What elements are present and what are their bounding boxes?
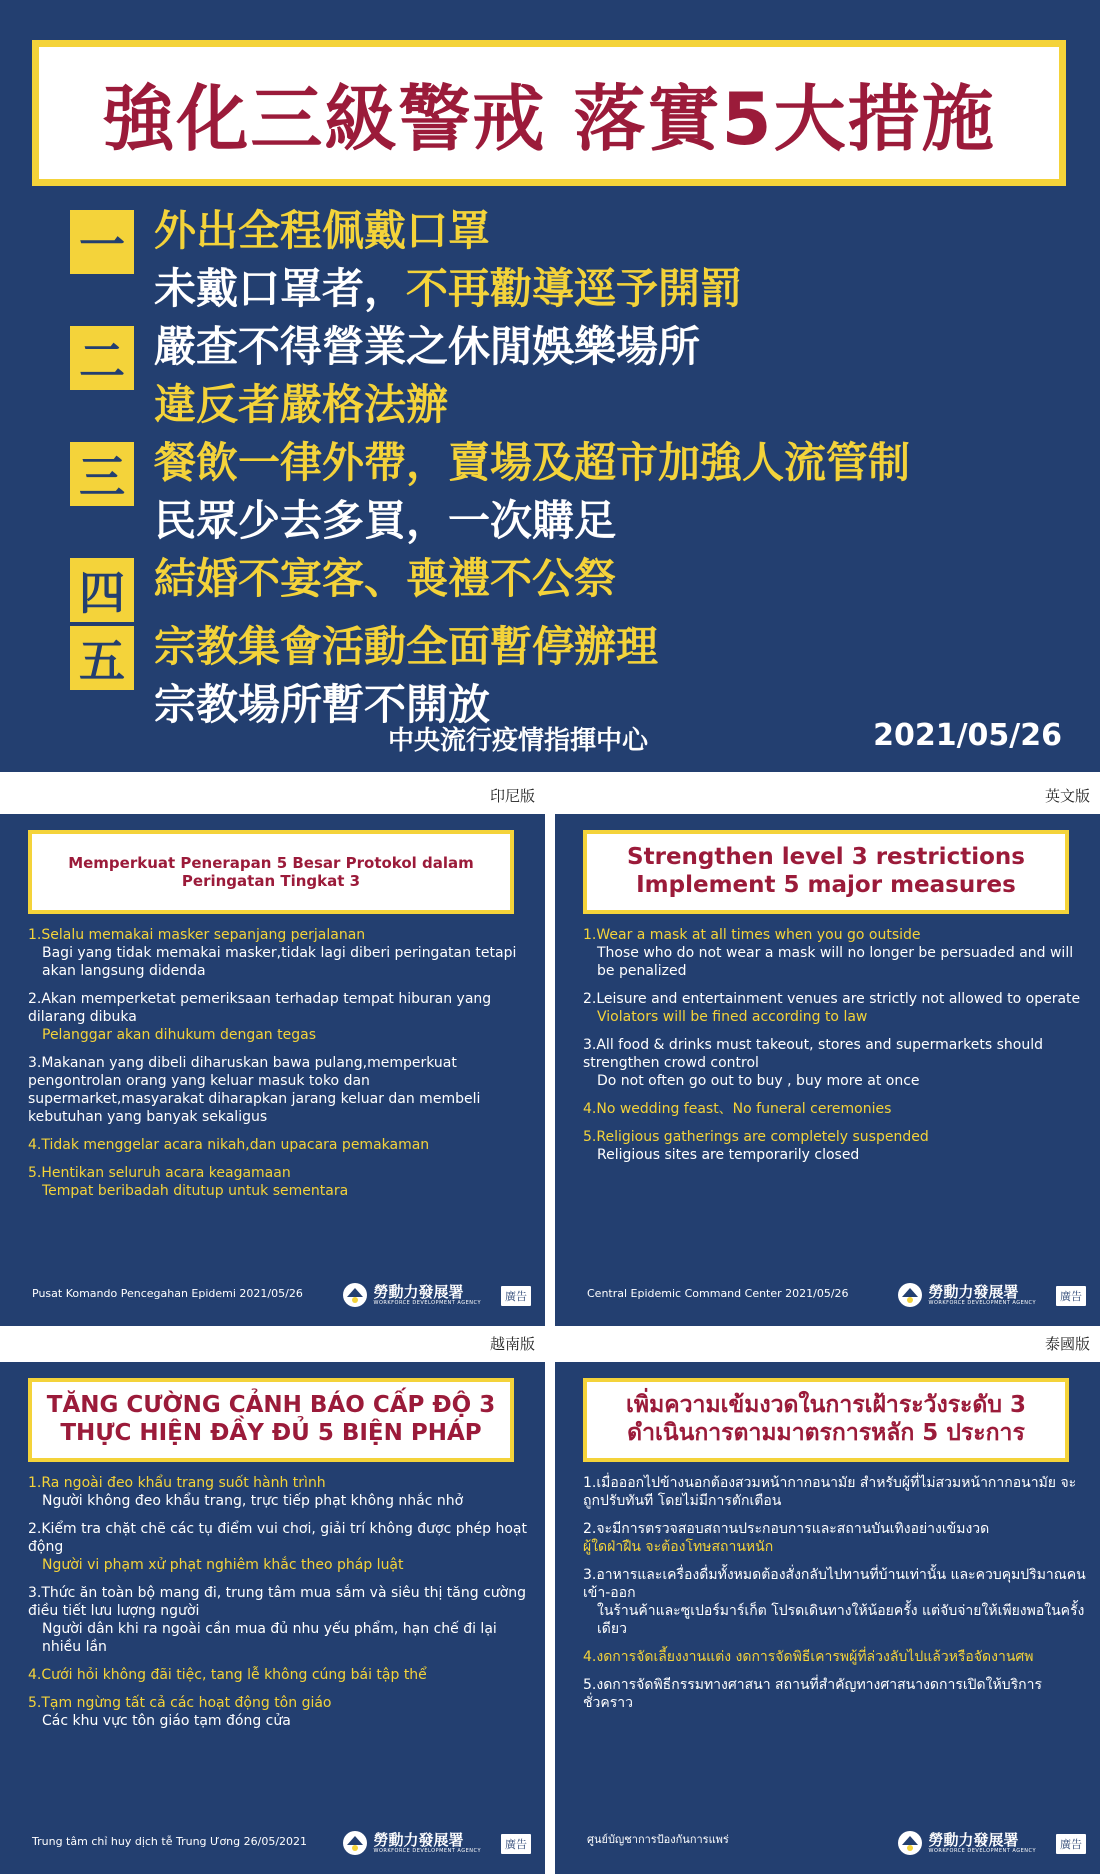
- agency-subtitle: WORKFORCE DEVELOPMENT AGENCY: [373, 1299, 481, 1306]
- measure-text: 宗教場所暫不開放: [154, 680, 491, 729]
- agency-name: 勞動力發展署: [928, 1830, 1019, 1849]
- panel-measure-line: Pelanggar akan dihukum dengan tegas: [42, 1027, 316, 1043]
- measure-4: [70, 550, 616, 622]
- ad-badge: 廣告: [501, 1286, 531, 1306]
- measure-5: [70, 618, 658, 734]
- measure-number: 二: [70, 326, 134, 390]
- panel-measure-item: [583, 1566, 1088, 1638]
- panel-measure-item: [583, 1128, 1088, 1164]
- panel-measure-line: 5.Tạm ngừng tất cả các hoạt động tôn giáo: [28, 1695, 332, 1711]
- agency-logo: [897, 1830, 1036, 1856]
- panel-measure-line: Violators will be fined according to law: [597, 1009, 868, 1025]
- measure-text: 宗教集會活動全面暫停辦理: [154, 622, 659, 671]
- panel-measure-line: 3.Makanan yang dibeli diharuskan bawa pulang,memperkuat pengontrolan orang yang keluar masuk toko dan supermarket,masyarakat diharapkan jarang keluar dan membeli kebutuhan yang banyak sekaligus: [28, 1055, 481, 1125]
- panel-measure-item: [28, 1054, 533, 1126]
- panel-measure-line: 4.No wedding feast、No funeral ceremonies: [583, 1101, 892, 1117]
- panel-measure-line: Người dân khi ra ngoài cần mua đủ nhu yếu phẩm, hạn chế đi lại nhiều lần: [42, 1621, 497, 1655]
- panel-measure-line: Do not often go out to buy , buy more at once: [597, 1073, 920, 1089]
- measure-number: 一: [70, 210, 134, 274]
- panel-title-box: [28, 830, 514, 914]
- panel-title: Memperkuat Penerapan 5 Besar Protokol dalam Peringatan Tingkat 3: [68, 854, 474, 890]
- panel-measure-line: 2.Akan memperketat pemeriksaan terhadap tempat hiburan yang dilarang dibuka: [28, 991, 492, 1025]
- panel-title-box: [583, 1378, 1069, 1462]
- panel-measure-line: Người không đeo khẩu trang, trực tiếp phạt không nhắc nhở: [42, 1493, 464, 1509]
- measure-text: 未戴口罩者，: [154, 264, 407, 313]
- agency-logo-icon: [897, 1282, 923, 1308]
- panel-vietnamese: [0, 1326, 545, 1874]
- panel-footer: Central Epidemic Command Center 2021/05/26: [587, 1287, 849, 1300]
- panel-measure-item: [583, 1474, 1088, 1510]
- agency-logo-icon: [342, 1830, 368, 1856]
- panel-measure-line: Tempat beribadah ditutup untuk sementara: [42, 1183, 349, 1199]
- panel-measure-item: [583, 990, 1088, 1026]
- panel-measures: [28, 1474, 533, 1740]
- ad-badge: 廣告: [501, 1834, 531, 1854]
- agency-logo: [342, 1282, 481, 1308]
- main-title-box: [32, 40, 1066, 186]
- measure-text: 違反者嚴格法辦: [154, 380, 449, 429]
- panel-english: [555, 778, 1100, 1326]
- panel-measures: [28, 926, 533, 1210]
- language-label: 英文版: [555, 778, 1100, 814]
- panel-measure-line: 2.จะมีการตรวจสอบสถานประกอบการและสถานบันเทิงอย่างเข้มงวด: [583, 1521, 990, 1537]
- panel-measure-line: 3.All food & drinks must takeout, stores and supermarkets should strengthen crowd control: [583, 1037, 1043, 1071]
- measure-number: 四: [70, 558, 134, 622]
- language-label: 泰國版: [555, 1326, 1100, 1362]
- measure-text: 結婚不宴客、喪禮不公祭: [154, 554, 617, 603]
- panel-title: TĂNG CƯỜNG CẢNH BÁO CẤP ĐỘ 3 THỰC HIỆN ĐẦY ĐỦ 5 BIỆN PHÁP: [46, 1392, 496, 1446]
- agency-name: 勞動力發展署: [373, 1830, 464, 1849]
- main-footer: 中央流行疫情指揮中心: [388, 726, 649, 756]
- panel-measure-item: [28, 1474, 533, 1510]
- measure-text: 餐飲一律外帶，賣場及超市: [154, 438, 659, 487]
- panel-measure-line: 5.Hentikan seluruh acara keagamaan: [28, 1165, 291, 1181]
- agency-logo-text: [374, 1284, 481, 1307]
- measure-1: [70, 202, 742, 318]
- panel-indonesian: [0, 778, 545, 1326]
- measure-line: [154, 318, 700, 376]
- main-title: 強化三級警戒 落實5大措施: [102, 77, 996, 161]
- measure-text: 嚴查不得營業之休閒娛樂場所: [154, 322, 701, 371]
- panel-measure-line: ผู้ใดฝ่าฝืน จะต้องโทษสถานหนัก: [583, 1539, 774, 1555]
- panel-measure-line: 4.งดการจัดเลี้ยงงานแต่ง งดการจัดพิธีเคารพผู้ที่ล่วงลับไปแล้วหรือจัดงานศพ: [583, 1649, 1034, 1665]
- agency-logo-text: [929, 1832, 1036, 1855]
- panel-measure-item: [583, 1648, 1088, 1666]
- agency-subtitle: WORKFORCE DEVELOPMENT AGENCY: [373, 1847, 481, 1854]
- panel-footer: ศูนย์บัญชาการป้องกันการแพร่: [587, 1833, 729, 1846]
- panel-measure-line: Those who do not wear a mask will no longer be persuaded and will be penalized: [597, 945, 1074, 979]
- panel-measure-line: 1.เมื่อออกไปข้างนอกต้องสวมหน้ากากอนามัย สำหรับผู้ที่ไม่สวมหน้ากากอนามัย จะถูกปรับทันที โดยไม่มีการตักเตือน: [583, 1475, 1077, 1509]
- ad-badge: 廣告: [1056, 1286, 1086, 1306]
- measure-line: [154, 550, 616, 608]
- language-label: 越南版: [0, 1326, 545, 1362]
- panel-measures: [583, 1474, 1088, 1722]
- panel-measure-line: Người vi phạm xử phạt nghiêm khắc theo pháp luật: [42, 1557, 404, 1573]
- panel-measure-line: 5.งดการจัดพิธีกรรมทางศาสนา สถานที่สำคัญทางศาสนางดการเปิดให้บริการชั่วคราว: [583, 1677, 1042, 1711]
- agency-logo: [897, 1282, 1036, 1308]
- panel-measure-line: 3.Thức ăn toàn bộ mang đi, trung tâm mua sắm và siêu thị tăng cường điều tiết lưu lượng người: [28, 1585, 526, 1619]
- panel-measure-line: 2.Kiểm tra chặt chẽ các tụ điểm vui chơi, giải trí không được phép hoạt động: [28, 1521, 527, 1555]
- measure-number: 三: [70, 442, 134, 506]
- panel-title: Strengthen level 3 restrictions Implement 5 major measures: [627, 844, 1025, 898]
- panel-measure-line: 4.Cưới hỏi không đãi tiệc, tang lễ không cúng bái tập thể: [28, 1667, 427, 1683]
- panel-measure-item: [28, 1694, 533, 1730]
- panel-measure-line: Religious sites are temporarily closed: [597, 1147, 860, 1163]
- panel-measure-item: [28, 1666, 533, 1684]
- panel-measure-item: [28, 1136, 533, 1154]
- measure-line: [154, 376, 700, 434]
- agency-logo-icon: [897, 1830, 923, 1856]
- measure-line: [154, 492, 910, 550]
- measure-line: [154, 434, 910, 492]
- panel-measure-item: [28, 1520, 533, 1574]
- panel-measure-item: [28, 990, 533, 1044]
- panel-measure-line: 3.อาหารและเครื่องดื่มทั้งหมดต้องสั่งกลับไปทานที่บ้านเท่านั้น และควบคุมปริมาณคนเข้า-ออก: [583, 1567, 1086, 1601]
- panel-measure-item: [28, 926, 533, 980]
- agency-logo: [342, 1830, 481, 1856]
- agency-logo-text: [929, 1284, 1036, 1307]
- panel-title-box: [583, 830, 1069, 914]
- panel-measure-line: Bagi yang tidak memakai masker,tidak lagi diberi peringatan tetapi akan langsung didenda: [42, 945, 517, 979]
- measure-text: 外出全程佩戴口罩: [154, 206, 491, 255]
- ad-badge: 廣告: [1056, 1834, 1086, 1854]
- panel-title: เพิ่มความเข้มงวดในการเฝ้าระวังระดับ 3 ดำเนินการตามมาตรการหลัก 5 ประการ: [626, 1392, 1026, 1446]
- measure-line: [154, 260, 742, 318]
- panel-measure-line: 1.Ra ngoài đeo khẩu trang suốt hành trình: [28, 1475, 326, 1491]
- agency-logo-text: [374, 1832, 481, 1855]
- agency-subtitle: WORKFORCE DEVELOPMENT AGENCY: [928, 1847, 1036, 1854]
- panel-measure-item: [583, 1100, 1088, 1118]
- panel-footer: Pusat Komando Pencegahan Epidemi 2021/05/26: [32, 1287, 303, 1300]
- agency-subtitle: WORKFORCE DEVELOPMENT AGENCY: [928, 1299, 1036, 1306]
- panel-measure-line: 1.Wear a mask at all times when you go outside: [583, 927, 921, 943]
- measure-2: [70, 318, 700, 434]
- panel-measure-line: 5.Religious gatherings are completely suspended: [583, 1129, 929, 1145]
- agency-logo-icon: [342, 1282, 368, 1308]
- measure-3: [70, 434, 910, 550]
- panel-measure-line: 1.Selalu memakai masker sepanjang perjalanan: [28, 927, 366, 943]
- panel-measure-line: 4.Tidak menggelar acara nikah,dan upacara pemakaman: [28, 1137, 430, 1153]
- panel-measure-item: [583, 1520, 1088, 1556]
- panel-footer: Trung tâm chỉ huy dịch tễ Trung Ương 26/05/2021: [32, 1835, 308, 1848]
- agency-name: 勞動力發展署: [373, 1282, 464, 1301]
- measure-text: 不再勸導逕予開罰: [406, 264, 743, 313]
- panel-title-box: [28, 1378, 514, 1462]
- measure-line: [154, 202, 742, 260]
- panel-measure-item: [583, 926, 1088, 980]
- language-label: 印尼版: [0, 778, 545, 814]
- main-poster: [0, 0, 1100, 772]
- panel-measure-line: ในร้านค้าและซูเปอร์มาร์เก็ต โปรดเดินทางให้น้อยครั้ง แต่จับจ่ายให้เพียงพอในครั้งเดียว: [597, 1603, 1085, 1637]
- measure-line: [154, 618, 658, 676]
- main-date: 2021/05/26: [873, 718, 1062, 753]
- agency-name: 勞動力發展署: [928, 1282, 1019, 1301]
- measure-text: 加強人流管制: [658, 438, 911, 487]
- panel-measure-item: [583, 1676, 1088, 1712]
- panel-measure-line: Các khu vực tôn giáo tạm đóng cửa: [42, 1713, 291, 1729]
- panel-measures: [583, 926, 1088, 1174]
- panel-measure-item: [28, 1164, 533, 1200]
- panel-thai: [555, 1326, 1100, 1874]
- measure-number: 五: [70, 626, 134, 690]
- panel-measure-line: 2.Leisure and entertainment venues are strictly not allowed to operate: [583, 991, 1081, 1007]
- panel-measure-item: [583, 1036, 1088, 1090]
- panel-measure-item: [28, 1584, 533, 1656]
- measure-text: 民眾少去多買，一次購足: [154, 496, 617, 545]
